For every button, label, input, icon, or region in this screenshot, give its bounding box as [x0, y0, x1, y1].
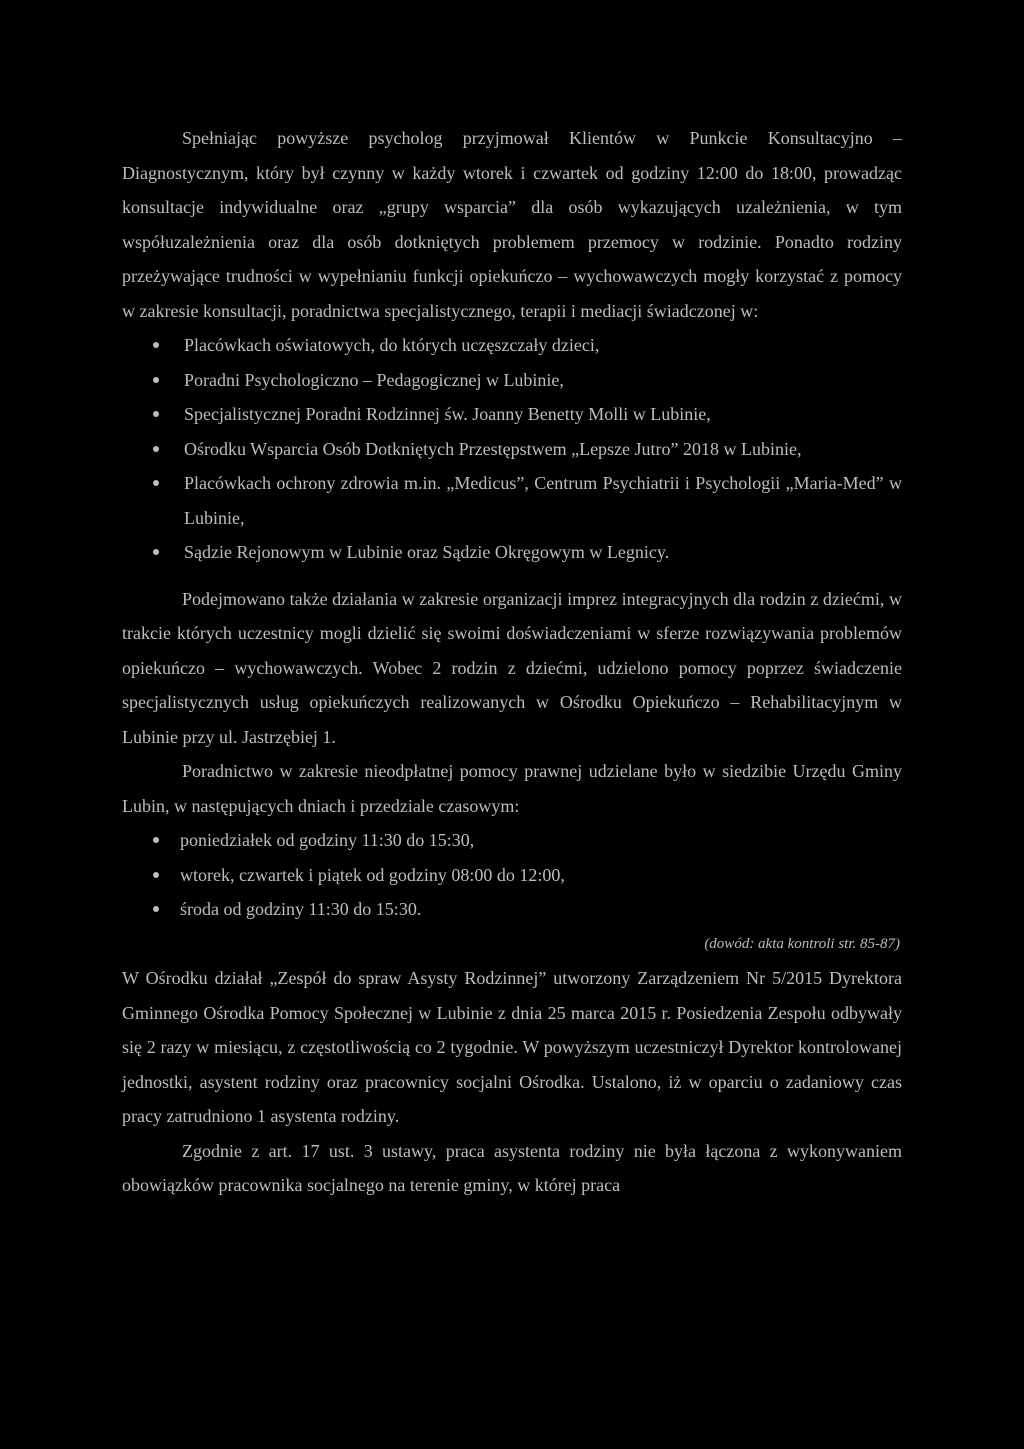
- paragraph-family-assistance-team: W Ośrodku działał „Zespół do spraw Asysty Rodzinnej” utworzony Zarządzeniem Nr 5/2015 Dyrektora Gminnego Ośrodka Pomocy Społecznej w Lubinie z dnia 25 marca 2015 r. Posiedzenia Zespołu odbywały się 2 razy w miesiącu, z częstotliwością co 2 tygodnie. W powyższym uczestniczył Dyrektor kontrolowanej jednostki, asystent rodziny oraz pracownicy socjalni Ośrodka. Ustalono, iż w oparciu o zadaniowy czas pracy zatrudniono 1 asystenta rodziny.: [122, 968, 902, 1126]
- list-item-text: Poradni Psychologiczno – Pedagogicznej w Lubinie,: [184, 369, 564, 390]
- list-item: [122, 535, 902, 570]
- list-item: [122, 363, 902, 398]
- bullet-icon: [153, 480, 159, 486]
- bullet-icon: [153, 872, 159, 878]
- legal-aid-hours-list: [122, 823, 902, 927]
- list-item-text: wtorek, czwartek i piątek od godziny 08:00 do 12:00,: [180, 864, 565, 885]
- support-institutions-list: [122, 328, 902, 570]
- list-item-text: poniedziałek od godziny 11:30 do 15:30,: [180, 830, 475, 850]
- bullet-icon: [153, 549, 159, 555]
- list-item: [122, 466, 902, 535]
- paragraph-integration-events: Podejmowano także działania w zakresie organizacji imprez integracyjnych dla rodzin z dziećmi, w trakcie których uczestnicy mogli dzielić się swoimi doświadczeniami w sferze rozwiązywania problemów opiekuńczo – wychowawczych. Wobec 2 rodzin z dziećmi, udzielono pomocy poprzez świadczenie specjalistycznych usług opiekuńczych realizowanych w Ośrodku Opiekuńczo – Rehabilitacyjnym w Lubinie przy ul. Jastrzębiej 1.: [122, 588, 902, 747]
- document-page: [122, 121, 902, 1203]
- bullet-icon: [153, 837, 159, 843]
- evidence-note: (dowód: akta kontroli str. 85-87): [704, 935, 900, 952]
- bullet-icon: [153, 342, 159, 348]
- paragraph-consultation-point: Spełniając powyższe psycholog przyjmował Klientów w Punkcie Konsultacyjno – Diagnostycznym, który był czynny w każdy wtorek i czwartek od godziny 12:00 do 18:00, prowadząc konsultacje indywidualne oraz „grupy wsparcia” dla osób wykazujących uzależnienia, w tym współuzależnienia oraz dla osób dotkniętych problemem przemocy w rodzinie. Ponadto rodziny przeżywające trudności w wypełnianiu funkcji opiekuńczo – wychowawczych mogły korzystać z pomocy w zakresie konsultacji, poradnictwa specjalistycznego, terapii i mediacji świadczonej w:: [122, 128, 902, 321]
- bullet-icon: [153, 906, 159, 912]
- paragraph-legal-aid: Poradnictwo w zakresie nieodpłatnej pomocy prawnej udzielane było w siedzibie Urzędu Gminy Lubin, w następujących dniach i przedziale czasowym:: [122, 761, 902, 816]
- list-item: [122, 823, 902, 858]
- list-item: [122, 858, 902, 893]
- list-item: [122, 892, 902, 927]
- list-item: [122, 432, 902, 467]
- bullet-icon: [153, 411, 159, 417]
- list-item-text: środa od godziny 11:30 do 15:30.: [180, 899, 422, 919]
- list-item-text: Sądzie Rejonowym w Lubinie oraz Sądzie Okręgowym w Legnicy.: [184, 542, 670, 562]
- list-item-text: Placówkach ochrony zdrowia m.in. „Medicus”, Centrum Psychiatrii i Psychologii „Maria-Med” w Lubinie,: [184, 473, 902, 528]
- list-item-text: Specjalistycznej Poradni Rodzinnej św. Joanny Benetty Molli w Lubinie,: [184, 404, 711, 424]
- list-item-text: Placówkach oświatowych, do których uczęszczały dzieci,: [184, 335, 600, 355]
- list-item: [122, 397, 902, 432]
- paragraph-family-assistant-duties: Zgodnie z art. 17 ust. 3 ustawy, praca asystenta rodziny nie była łączona z wykonywaniem obowiązków pracownika socjalnego na terenie gminy, w której praca: [122, 1140, 902, 1195]
- list-item: [122, 328, 902, 363]
- list-item-text: Ośrodku Wsparcia Osób Dotkniętych Przestępstwem „Lepsze Jutro” 2018 w Lubinie,: [184, 438, 802, 459]
- bullet-icon: [153, 377, 159, 383]
- bullet-icon: [153, 446, 159, 452]
